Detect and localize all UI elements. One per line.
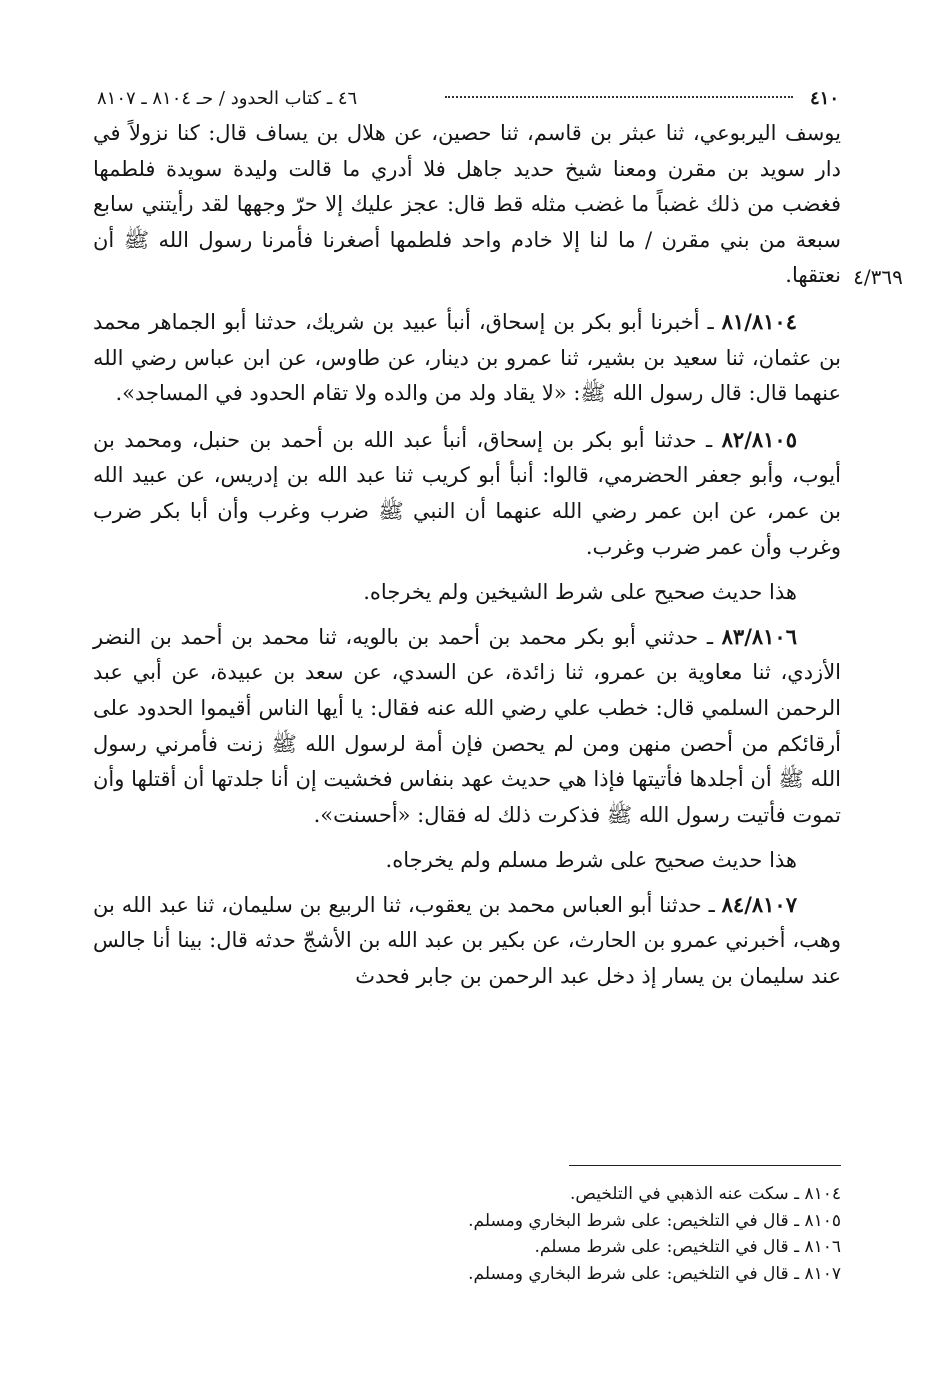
- running-title: ٤٦ ـ كتاب الحدود / حـ ٨١٠٤ ـ ٨١٠٧: [97, 88, 358, 109]
- footnote-8106: ٨١٠٦ ـ قال في التلخيص: على شرط مسلم.: [534, 1237, 841, 1257]
- paragraph-text: ـ أخبرنا أبو بكر بن إسحاق، أنبأ عبيد بن شريك، حدثنا أبو الجماهر محمد بن عثمان، ثنا سعيد بن بشير، ثنا عمرو بن دينار، عن طاوس، عن ابن عباس رضي الله عنهما قال: قال رسول الله ﷺ: «لا يقاد ولد من والده ولا تقام الحدود في المساجد».: [93, 309, 841, 406]
- paragraph-continuation: [93, 116, 841, 294]
- authenticity-verdict: [93, 843, 841, 879]
- margin-volume-page-note: ٤/٣٦٩: [853, 265, 903, 289]
- paragraph-text: ـ حدثنا أبو بكر بن إسحاق، أنبأ عبد الله بن أحمد بن حنبل، ومحمد بن أيوب، وأبو جعفر الحضرمي، قالوا: أنبأ أبو كريب ثنا عبد الله بن إدريس، عن عبيد الله بن عمر، عن ابن عمر رضي الله عنهما أن النبي ﷺ ضرب وغرب وأن أبا بكر ضرب وغرب وأن عمر ضرب وغرب.: [93, 427, 841, 559]
- page-number: ٤١٠: [809, 88, 839, 109]
- hadith-number: ٨٣/٨١٠٦: [721, 623, 797, 649]
- hadith-number: ٨٤/٨١٠٧: [721, 891, 797, 917]
- page-header: [97, 84, 839, 114]
- paragraph-text: ـ حدثنا أبو العباس محمد بن يعقوب، ثنا الربيع بن سليمان، ثنا عبد الله بن وهب، أخبرني عمرو بن الحارث، عن بكير بن عبد الله بن الأشجّ حدثه قال: بينا أنا جالس عند سليمان بن يسار إذ دخل عبد الرحمن بن جابر فحدث: [93, 892, 841, 989]
- paragraph-text: يوسف اليربوعي، ثنا عبثر بن قاسم، ثنا حصين، عن هلال بن يساف قال: كنا نزولاً في دار سويد بن مقرن ومعنا شيخ حديد جاهل فلا أدري ما قالت وليدة سويدة فلطمها فغضب من ذلك غضباً ما غضب مثله قط قال: عجز عليك إلا حرّ وجهها لقد رأيتني سابع سبعة من بني مقرن / ما لنا إلا خادم واحد فلطمها أصغرنا فأمرنا رسول الله ﷺ أن نعتقها.: [93, 121, 841, 288]
- hadith-8107: [93, 887, 841, 995]
- main-text: [93, 116, 841, 1005]
- hadith-8106: [93, 619, 841, 834]
- footnotes: [93, 1181, 841, 1287]
- authenticity-verdict: [93, 575, 841, 611]
- hadith-number: ٨٢/٨١٠٥: [721, 426, 797, 452]
- footnote-8107: ٨١٠٧ ـ قال في التلخيص: على شرط البخاري ومسلم.: [468, 1263, 841, 1284]
- paragraph-text: هذا حديث صحيح على شرط الشيخين ولم يخرجاه.: [363, 580, 797, 605]
- header-dotted-leader: [445, 96, 793, 98]
- footnote-divider: [569, 1165, 841, 1166]
- paragraph-text: هذا حديث صحيح على شرط مسلم ولم يخرجاه.: [385, 848, 797, 873]
- footnote-8104: ٨١٠٤ ـ سكت عنه الذهبي في التلخيص.: [569, 1184, 841, 1204]
- hadith-8105: [93, 422, 841, 565]
- paragraph-text: ـ حدثني أبو بكر محمد بن أحمد بن بالويه، ثنا محمد بن أحمد بن النضر الأزدي، ثنا معاوية بن عمرو، ثنا زائدة، عن السدي، عن سعد بن عبيدة، عن أبي عبد الرحمن السلمي قال: خطب علي رضي الله عنه فقال: يا أيها الناس أقيموا الحدود على أرقائكم من أحصن منهن ومن لم يحصن فإن أمة لرسول الله ﷺ زنت فأمرني رسول الله ﷺ أن أجلدها فأتيتها فإذا هي حديث عهد بنفاس فخشيت إن أنا جلدتها أن أقتلها وأن تموت فأتيت رسول الله ﷺ فذكرت ذلك له فقال: «أحسنت».: [93, 624, 841, 827]
- hadith-number: ٨١/٨١٠٤: [721, 308, 797, 334]
- footnote-8105: ٨١٠٥ ـ قال في التلخيص: على شرط البخاري ومسلم.: [468, 1210, 841, 1231]
- hadith-8104: [93, 304, 841, 412]
